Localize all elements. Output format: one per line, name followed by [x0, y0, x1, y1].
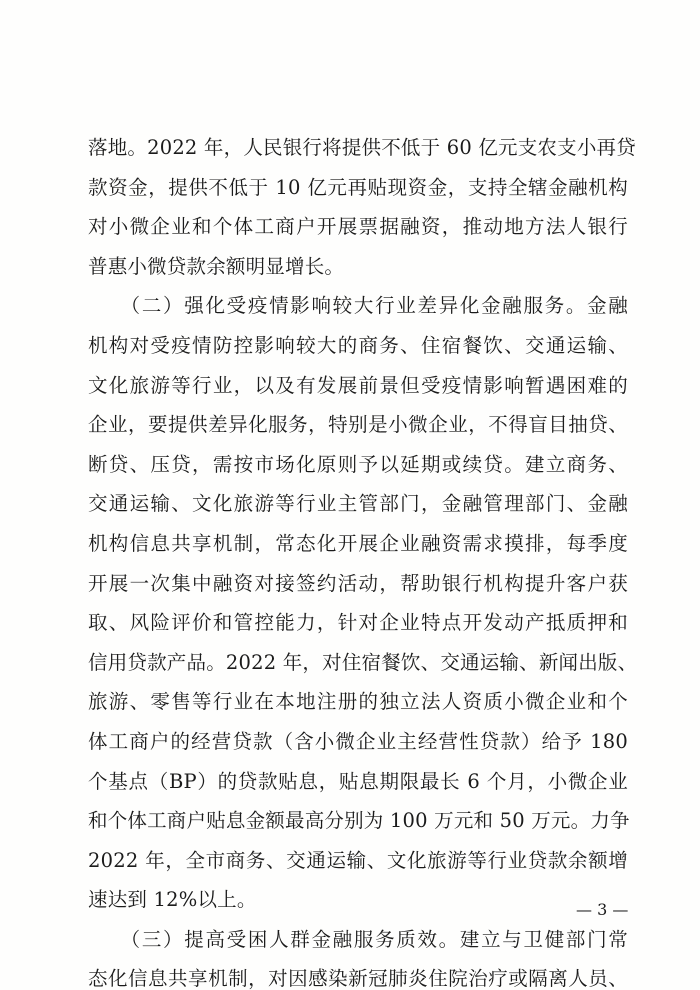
text-line-4: 普惠小微贷款余额明显增长。	[88, 254, 345, 278]
text-line-12: 开展一次集中融资对接签约活动，帮助银行机构提升客户获	[88, 571, 628, 595]
page-number: — 3 —	[576, 900, 629, 919]
text-line-13: 取、风险评价和管控能力，针对企业特点开发动产抵质押和	[88, 611, 628, 635]
text-line-18: 和个体工商户贴息金额最高分别为 100 万元和 50 万元。力争	[88, 809, 630, 833]
text-line-2: 款资金，提供不低于 10 亿元再贴现资金，支持全辖金融机构	[88, 175, 628, 199]
text-line-10: 交通运输、文化旅游等行业主管部门，金融管理部门、金融	[88, 492, 628, 516]
document-body	[88, 128, 638, 990]
text-line-14: 信用贷款产品。2022 年，对住宿餐饮、交通运输、新闻出版、	[88, 650, 638, 674]
text-line-8: 企业，要提供差异化服务，特别是小微企业，不得盲目抽贷、	[88, 413, 628, 437]
text-line-11: 机构信息共享机制，常态化开展企业融资需求摸排，每季度	[88, 531, 628, 555]
text-line-5: （二）强化受疫情影响较大行业差异化金融服务。金融	[88, 294, 628, 318]
text-line-9: 断贷、压贷，需按市场化原则予以延期或续贷。建立商务、	[88, 452, 628, 476]
text-line-20: 速达到 12%以上。	[88, 888, 257, 912]
text-line-19: 2022 年，全市商务、交通运输、文化旅游等行业贷款余额增	[88, 848, 628, 872]
text-line-15: 旅游、零售等行业在本地注册的独立法人资质小微企业和个	[88, 690, 628, 714]
text-line-3: 对小微企业和个体工商户开展票据融资，推动地方法人银行	[88, 215, 628, 239]
text-line-17: 个基点（BP）的贷款贴息，贴息期限最长 6 个月，小微企业	[88, 769, 628, 793]
text-line-22: 态化信息共享机制，对因感染新冠肺炎住院治疗或隔离人员、	[88, 967, 628, 990]
text-line-6: 机构对受疫情防控影响较大的商务、住宿餐饮、交通运输、	[88, 333, 628, 357]
text-line-21: （三）提高受困人群金融服务质效。建立与卫健部门常	[88, 927, 628, 951]
text-line-16: 体工商户的经营贷款（含小微企业主经营性贷款）给予 180	[88, 729, 628, 753]
text-line-7: 文化旅游等行业，以及有发展前景但受疫情影响暂遇困难的	[88, 373, 628, 397]
text-line-1: 落地。2022 年，人民银行将提供不低于 60 亿元支农支小再贷	[88, 136, 636, 159]
